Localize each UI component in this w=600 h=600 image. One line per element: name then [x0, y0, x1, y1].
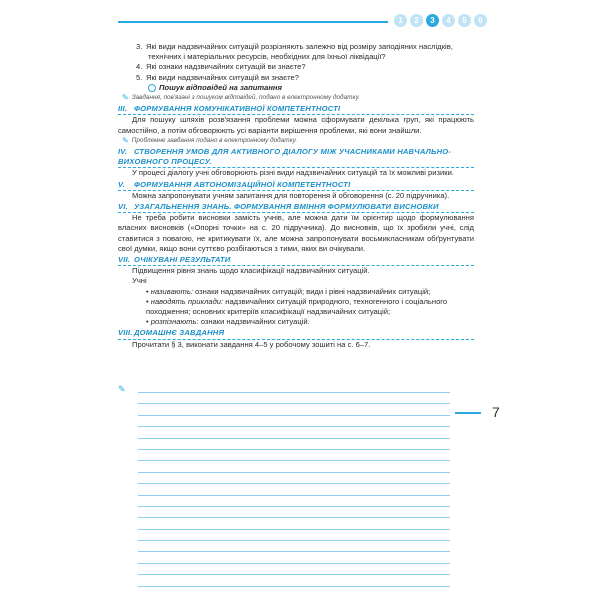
circle-icon — [148, 84, 156, 92]
pager-dot-2[interactable]: 2 — [410, 14, 423, 27]
search-hint: Пошук відповідей на запитання — [118, 83, 474, 93]
pen-icon: ✎ — [122, 93, 129, 103]
page-number: 7 — [492, 404, 500, 420]
section-text: Підвищення рівня знань щодо класифікації надзвичайних ситуацій. — [132, 266, 370, 276]
section-heading: VIII.ДОМАШНЄ ЗАВДАННЯ — [118, 328, 474, 339]
page-content — [118, 42, 474, 350]
page-number-rule — [455, 412, 481, 414]
section-text: Не треба робити висновки замість учнів, але можна дати їм орієнтир щодо формулювання власних висновків («Опорні точки» на с. 20 підручника). До висновків, що їх зробили учні, слід ставитися з повагою, не критикувати їх, але можна запропонувати восьмикласникам обґрунтувати свої думки, якщо вони суттєво розбігаються з тими, яких ви очікували. — [118, 213, 474, 253]
section-heading: III. ФОРМУВАННЯ КОМУНІКАТИВНОЇ КОМПЕТЕНТНОСТІ — [118, 104, 474, 115]
note-electronic-supplement: ✎ Завдання, пов'язані з пошуком відповідей, подано в електронному додатку. — [122, 93, 361, 103]
pager-dot-4[interactable]: 4 — [442, 14, 455, 27]
section-lead: Учні — [132, 276, 147, 286]
lesson-pager — [394, 14, 487, 27]
writing-lines[interactable] — [138, 392, 450, 597]
section-heading: VI. УЗАГАЛЬНЕННЯ ЗНАНЬ. ФОРМУВАННЯ ВМІННЯ ФОРМУЛЮВАТИ ВИСНОВКИ — [118, 202, 474, 213]
list-item: • називають: ознаки надзвичайних ситуацій; види і рівні надзвичайних ситуацій; — [146, 286, 431, 296]
section-text: У процесі діалогу учні обговорюють різні види надзвичайних ситуацій та їх можливі ризики. — [132, 168, 454, 178]
pager-dot-1[interactable]: 1 — [394, 14, 407, 27]
section-text: Для пошуку шляхів розв'язання проблеми можна сформувати декілька груп, які працюють самостійно, а потім обговорюють усі варіанти вирішення проблеми, які вони знайшли. — [118, 115, 474, 135]
question-item: 4. Які ознаки надзвичайних ситуацій ви знаєте? — [136, 62, 306, 72]
question-item: 5. Які види надзвичайних ситуацій ви знаєте? — [136, 72, 299, 82]
pen-icon: ✎ — [122, 135, 129, 145]
pencil-icon: ✎ — [118, 384, 126, 394]
pager-dot-6[interactable]: 6 — [474, 14, 487, 27]
question-item: 3. Які види надзвичайних ситуацій розрізняють залежно від розміру заподіяних наслідків, технічних і матеріальних ресурсів, необхідних для їхньої ліквідації? — [136, 42, 453, 62]
section-heading: V. ФОРМУВАННЯ АВТОНОМІЗАЦІЙНОЇ КОМПЕТЕНТНОСТІ — [118, 180, 474, 191]
note-problem-task: ✎ Проблемне завдання подано в електронному додатку. — [122, 135, 298, 145]
list-item: • розпізнають: ознаки надзвичайних ситуацій. — [146, 317, 310, 327]
section-heading: IV. СТВОРЕННЯ УМОВ ДЛЯ АКТИВНОГО ДІАЛОГУ МІЖ УЧАСНИКАМИ НАВЧАЛЬНО-ВИХОВНОГО ПРОЦЕСУ. — [118, 147, 474, 168]
list-item: • наводять приклади: надзвичайних ситуацій природного, техногенного і соціального походження; основних критеріїв класифікації надзвичайних ситуацій; — [146, 296, 448, 317]
section-heading: VII. ОЧІКУВАНІ РЕЗУЛЬТАТИ — [118, 255, 474, 266]
section-text: Прочитати § 3, виконати завдання 4–5 у робочому зошиті на с. 6–7. — [132, 339, 371, 349]
pager-dot-3-active[interactable]: 3 — [426, 14, 439, 27]
section-text: Можна запропонувати учням запитання для повторення й обговорення (с. 20 підручника). — [132, 190, 450, 200]
pager-dot-5[interactable]: 5 — [458, 14, 471, 27]
header-rule — [118, 21, 388, 23]
